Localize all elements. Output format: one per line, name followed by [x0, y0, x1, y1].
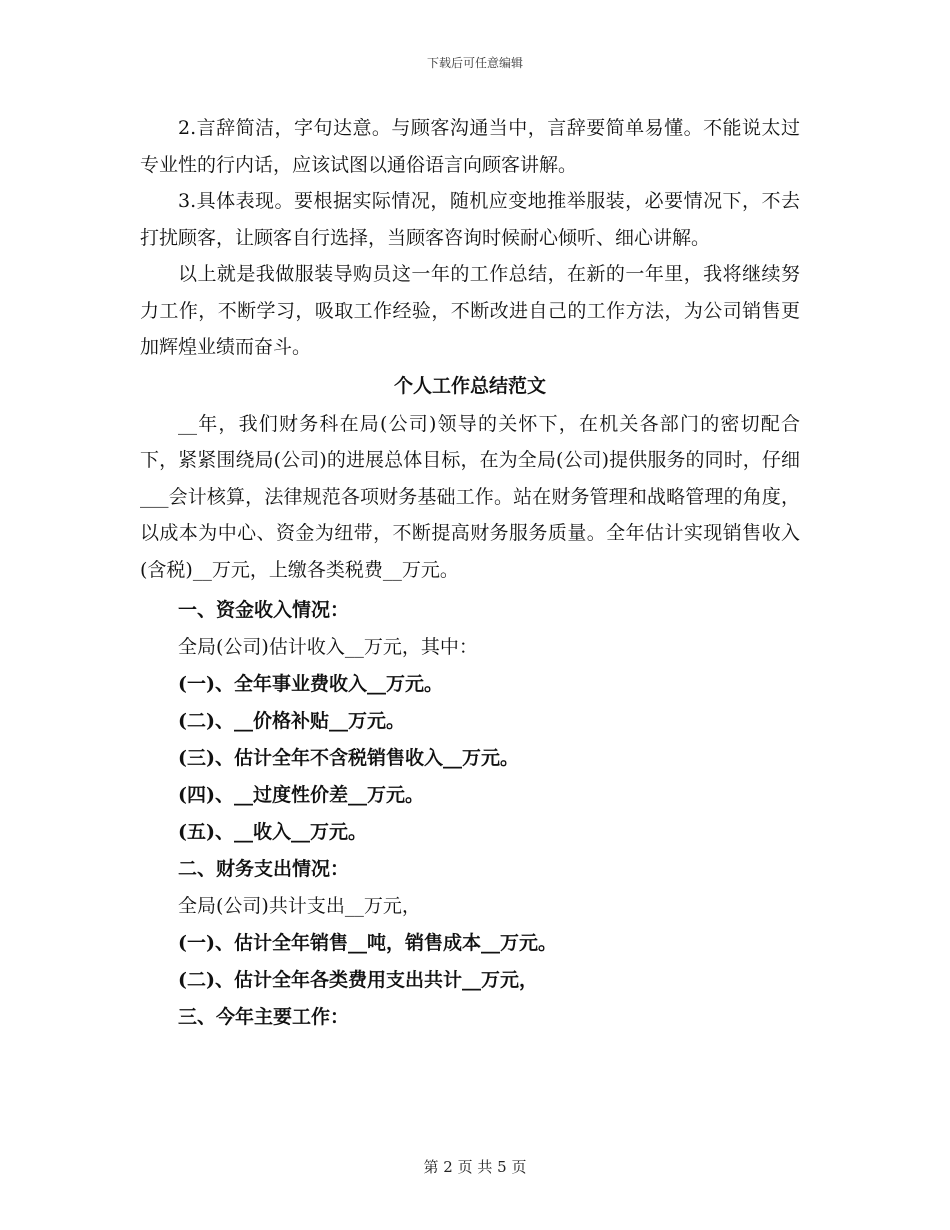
- income-heading: 一、资金收入情况：: [178, 599, 350, 621]
- paragraph-item-2: 2.言辞简洁，字句达意。与顾客沟通当中，言辞要简单易懂。不能说太过专业性的行内话，应该试图以通俗语言向顾客讲解。: [140, 117, 800, 176]
- expense-item: (二)、估计全年各类费用支出共计__万元，: [178, 969, 538, 991]
- expense-summary: 全局(公司)共计支出__万元，: [178, 895, 421, 917]
- income-item: (五)、__收入__万元。: [178, 821, 367, 843]
- document-body: [140, 110, 800, 1036]
- paragraph-item-3: 3.具体表现。要根据实际情况，随机应变地推举服装，必要情况下，不去打扰顾客，让顾客自行选择，当顾客咨询时候耐心倾听、细心讲解。: [140, 190, 800, 249]
- page-footer: 第 2 页 共 5 页: [423, 1158, 527, 1176]
- paragraph-intro: __年，我们财务科在局(公司)领导的关怀下，在机关各部门的密切配合下，紧紧围绕局(公司)的进展总体目标，在为全局(公司)提供服务的同时，仔细___会计核算，法律规范各项财务基础工作。站在财务管理和战略管理的角度，以成本为中心、资金为纽带，不断提高财务服务质量。全年估计实现销售收入(含税)__万元，上缴各类税费__万元。: [140, 412, 800, 581]
- paragraph-conclusion: 以上就是我做服装导购员这一年的工作总结，在新的一年里，我将继续努力工作，不断学习，吸取工作经验，不断改进自己的工作方法，为公司销售更加辉煌业绩而奋斗。: [140, 263, 800, 358]
- income-item: (二)、__价格补贴__万元。: [178, 710, 405, 732]
- income-item: (一)、全年事业费收入__万元。: [178, 673, 443, 695]
- expense-item: (一)、估计全年销售__吨，销售成本__万元。: [178, 932, 557, 954]
- income-summary: 全局(公司)估计收入__万元，其中：: [178, 636, 478, 658]
- work-heading: 三、今年主要工作：: [178, 1006, 350, 1028]
- income-item: (三)、估计全年不含税销售收入__万元。: [178, 747, 519, 769]
- section-title: 个人工作总结范文: [393, 374, 546, 397]
- income-item: (四)、__过度性价差__万元。: [178, 784, 424, 806]
- page-header: 下载后可任意编辑: [426, 56, 523, 70]
- expense-heading: 二、财务支出情况：: [178, 858, 350, 880]
